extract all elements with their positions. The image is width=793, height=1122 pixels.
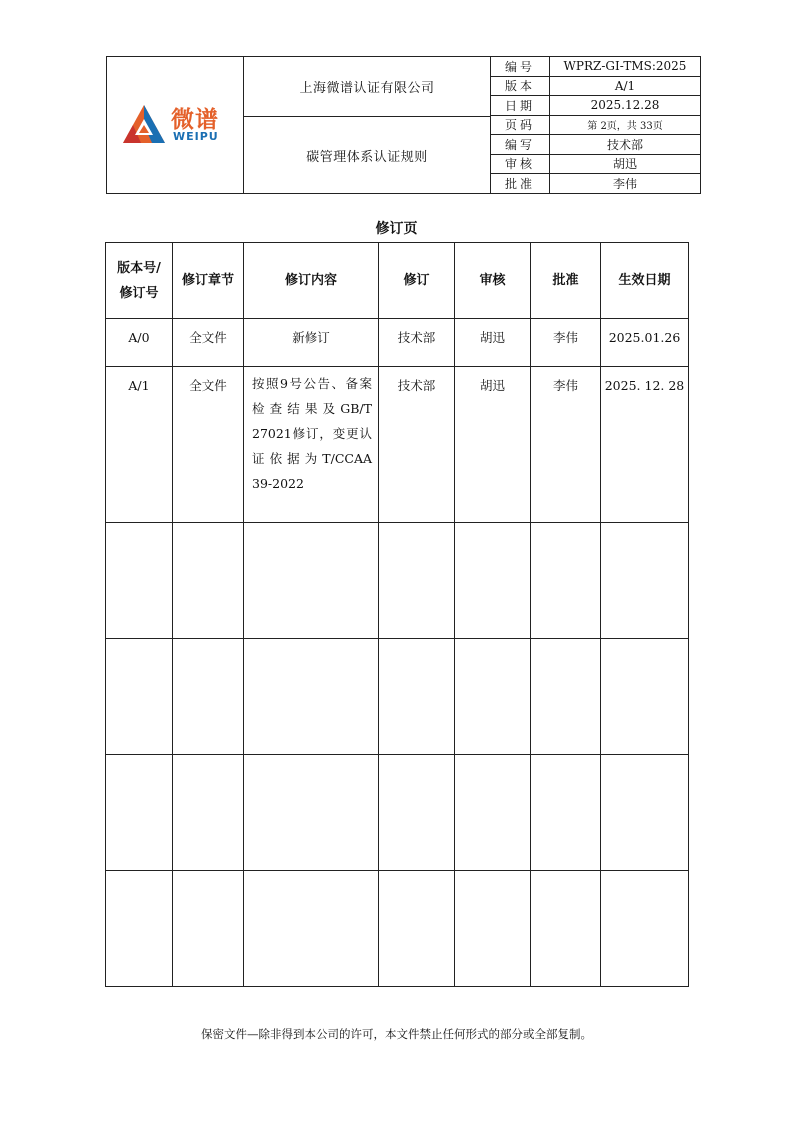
table-row (106, 367, 689, 523)
cell-chapter: 全文件 (173, 367, 244, 523)
meta-row-approver (491, 174, 700, 194)
column-header-version-line2: 修订号 (119, 285, 159, 301)
meta-value: 2025.12.28 (590, 98, 660, 113)
cell-content: 按照9号公告、备案检查结果及GB/T 27021修订，变更认证依据为T/CCAA 39-2022 (244, 367, 379, 523)
column-header-revised: 修订 (379, 243, 455, 319)
confidentiality-footer: 保密文件—除非得到本公司的许可，本文件禁止任何形式的部分或全部复制。 (201, 1027, 592, 1041)
table-header-row (106, 243, 689, 319)
meta-value: A/1 (614, 78, 636, 93)
meta-row-page (491, 116, 700, 136)
meta-value: 李伟 (612, 177, 637, 192)
meta-value: 胡迅 (612, 157, 637, 172)
page-title: 修订页 (375, 221, 418, 237)
cell-chapter: 全文件 (173, 319, 244, 367)
logo-text-en: WEIPU (173, 130, 219, 143)
meta-key: 审核 (491, 155, 550, 174)
cell-revised-by: 技术部 (379, 367, 455, 523)
company-name: 上海微谱认证有限公司 (244, 57, 491, 117)
column-header-version-line1: 版本号/ (117, 260, 161, 276)
column-header-version (106, 243, 173, 319)
meta-row-author (491, 135, 700, 155)
document-meta (491, 57, 700, 194)
meta-key: 版本 (491, 77, 550, 96)
cell-approved-by: 李伟 (531, 367, 601, 523)
table-row-empty (106, 755, 689, 871)
cell-revised-by: 技术部 (379, 319, 455, 367)
meta-key: 编号 (491, 57, 550, 76)
meta-value: WPRZ-GI-TMS:2025 (563, 59, 687, 74)
meta-row-number (491, 57, 700, 77)
meta-row-date (491, 96, 700, 116)
cell-reviewed-by: 胡迅 (455, 367, 531, 523)
logo-text-cn: 微谱 (171, 107, 219, 133)
table-row-empty (106, 639, 689, 755)
cell-reviewed-by: 胡迅 (455, 319, 531, 367)
meta-row-reviewer (491, 155, 700, 175)
meta-row-version (491, 77, 700, 97)
cell-content: 新修订 (244, 319, 379, 367)
table-row-empty (106, 871, 689, 987)
column-header-chapter: 修订章节 (173, 243, 244, 319)
document-name: 碳管理体系认证规则 (244, 117, 491, 193)
meta-value: 第 2页，共 33页 (587, 121, 663, 133)
table-row-empty (106, 523, 689, 639)
column-header-effective-date: 生效日期 (601, 243, 689, 319)
company-logo (121, 101, 233, 151)
logo-triangle-icon (121, 103, 167, 147)
column-header-content: 修订内容 (244, 243, 379, 319)
cell-effective-date: 2025. 12. 28 (601, 367, 689, 523)
cell-approved-by: 李伟 (531, 319, 601, 367)
meta-key: 编写 (491, 135, 550, 154)
meta-key: 日期 (491, 96, 550, 115)
revision-table (105, 242, 689, 987)
cell-effective-date: 2025.01.26 (601, 319, 689, 367)
cell-version: A/0 (106, 319, 173, 367)
meta-key: 批准 (491, 174, 550, 194)
column-header-reviewed: 审核 (455, 243, 531, 319)
meta-value: 技术部 (606, 137, 643, 152)
document-header (106, 56, 701, 194)
logo-cell (107, 57, 244, 193)
cell-version: A/1 (106, 367, 173, 523)
table-row (106, 319, 689, 367)
column-header-approved: 批准 (531, 243, 601, 319)
meta-key: 页码 (491, 116, 550, 135)
